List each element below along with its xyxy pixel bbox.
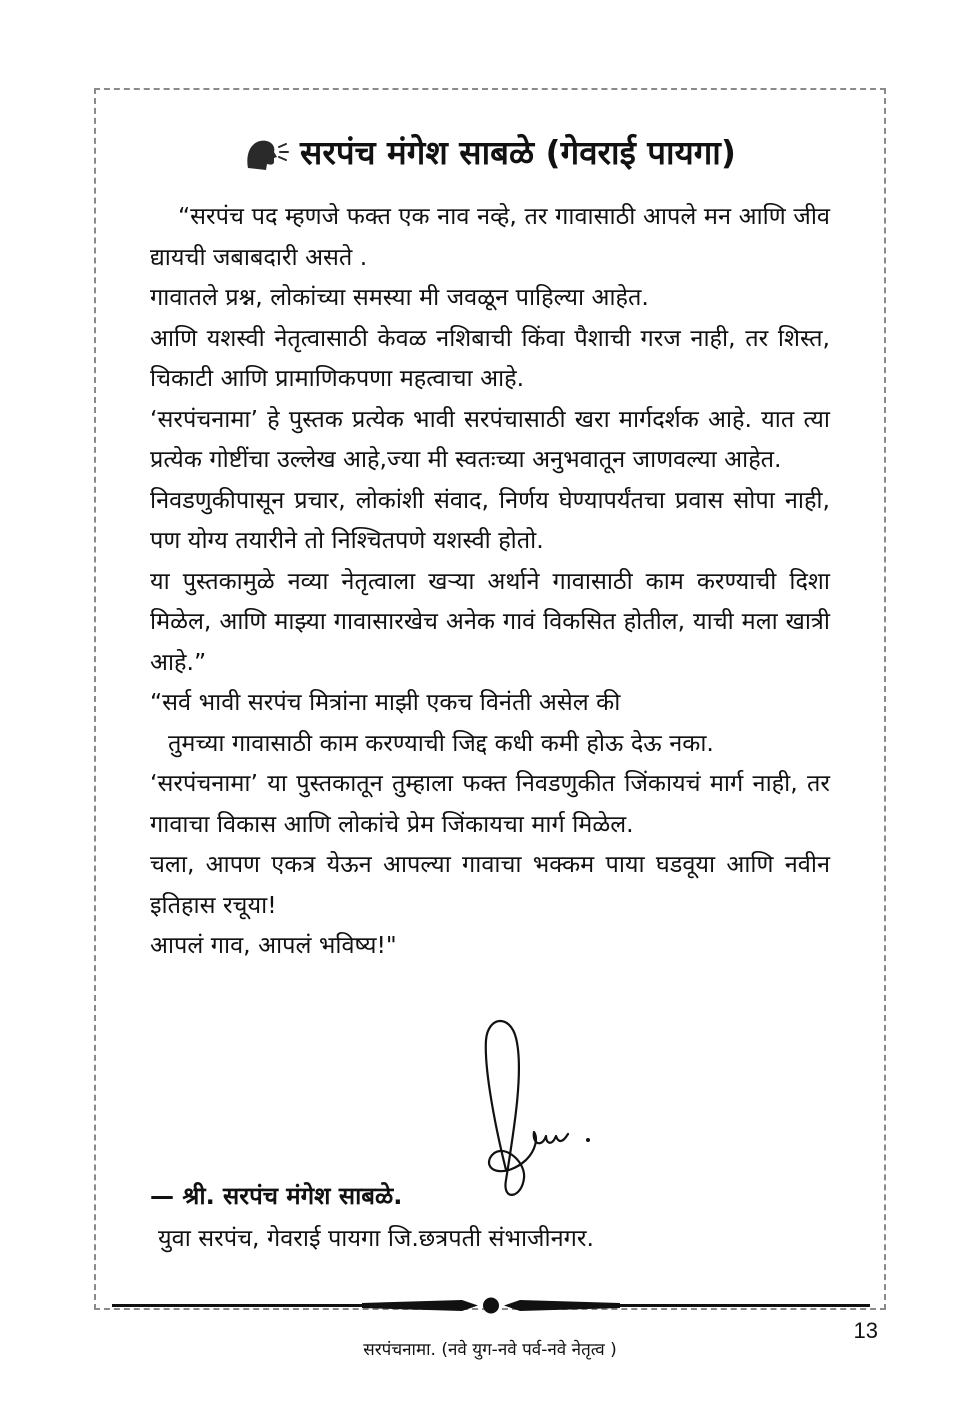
ornament-divider [112,1292,870,1320]
author-byline: — श्री. सरपंच मंगेश साबळे. [150,1182,403,1210]
paragraph: ‘सरपंचनामा’ या पुस्तकातून तुम्हाला फक्त निवडणुकीत जिंकायचं मार्ग नाही, तर गावाचा विकास आणि लोकांचे प्रेम जिंकायचा मार्ग मिळेल. [150,769,830,838]
page-title [0,128,980,186]
page-number: 13 [853,1318,878,1343]
paragraph: या पुस्तकामुळे नव्या नेतृत्वाला खऱ्या अर्थाने गावासाठी काम करण्याची दिशा मिळेल, आणि माझ्या गावासारखेच अनेक गावं विकसित होतील, याची मला खात्री आहे.” [150,566,830,676]
paragraph: “सर्व भावी सरपंच मित्रांना माझी एकच विनंती असेल की [150,688,621,716]
speaking-head-icon [244,136,290,186]
paragraph: तुमच्या गावासाठी काम करण्याची जिद्द कधी कमी होऊ देऊ नका. [168,728,714,757]
signature-image [476,1010,616,1206]
author-designation: युवा सरपंच, गेवराई पायगा जि.छत्रपती संभाजीनगर. [158,1224,594,1252]
paragraph: आणि यशस्वी नेतृत्वासाठी केवळ नशिबाची किंवा पैशाची गरज नाही, तर शिस्त, चिकाटी आणि प्रामाणिकपणा महत्वाचा आहे. [150,323,830,392]
paragraph: आपलं गाव, आपलं भविष्य!" [150,931,397,959]
paragraph: चला, आपण एकत्र येऊन आपल्या गावाचा भक्कम पाया घडवूया आणि नवीन इतिहास रचूया! [150,850,830,919]
footer-text: सरपंचनामा. (नवे युग-नवे पर्व-नवे नेतृत्व ) [363,1340,617,1360]
paragraph: निवडणुकीपासून प्रचार, लोकांशी संवाद, निर्णय घेण्यापर्यंतचा प्रवास सोपा नाही, पण योग्य तयारीने तो निश्चितपणे यशस्वी होतो. [150,485,830,554]
title-text: सरपंच मंगेश साबळे (गेवराई पायगा) [300,133,736,172]
paragraph: गावातले प्रश्न, लोकांच्या समस्या मी जवळून पाहिल्या आहेत. [150,283,649,311]
paragraph: “सरपंच पद म्हणजे फक्त एक नाव नव्हे, तर गावासाठी आपले मन आणि जीव द्यायची जबाबदारी असते . [150,202,830,271]
paragraph: ‘सरपंचनामा’ हे पुस्तक प्रत्येक भावी सरपंचासाठी खरा मार्गदर्शक आहे. यात त्या प्रत्येक गोष्टींचा उल्लेख आहे,ज्या मी स्वतःच्या अनुभवातून जाणवल्या आहेत. [150,404,830,473]
body-text [150,196,830,966]
